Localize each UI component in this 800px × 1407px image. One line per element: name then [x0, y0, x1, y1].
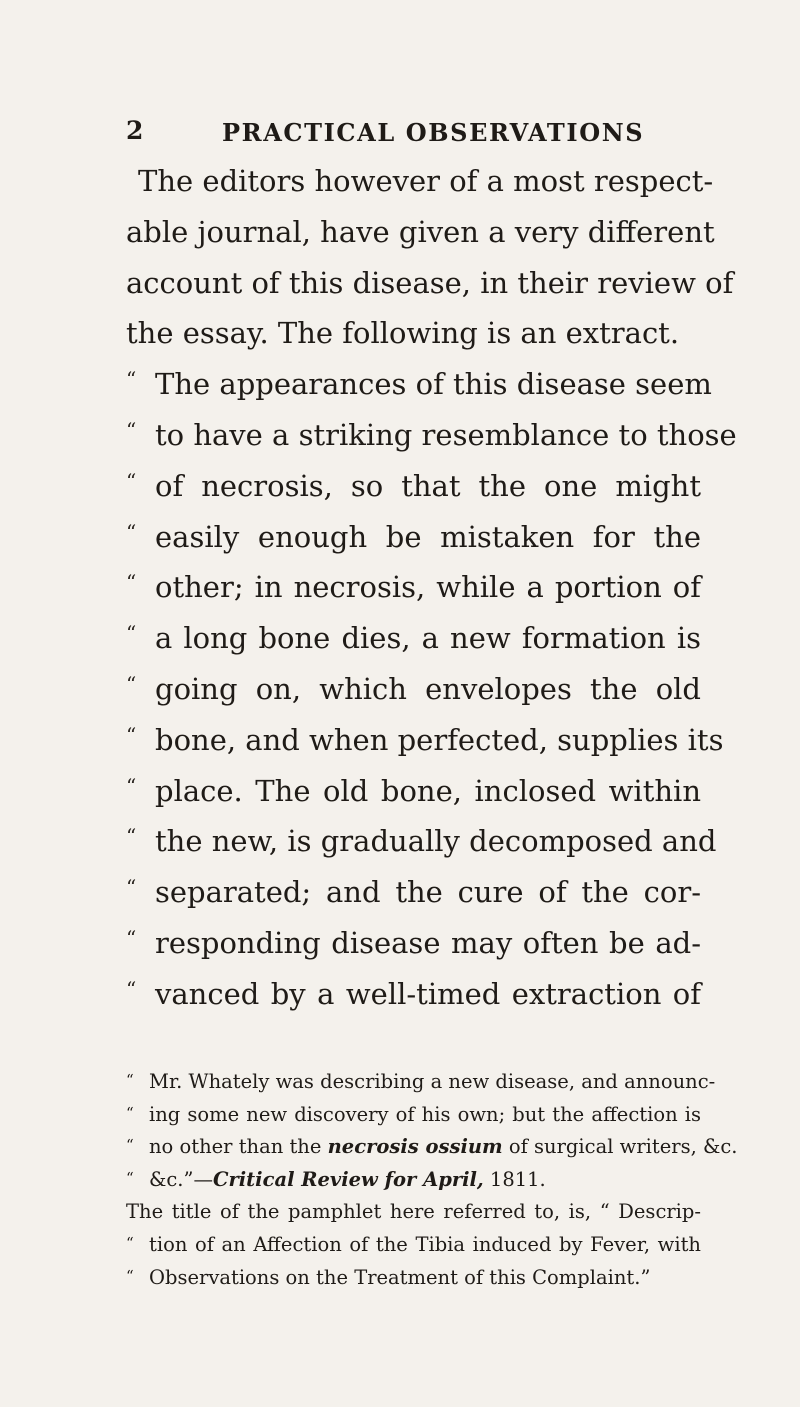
- quote-text: going on, which envelopes the old: [155, 671, 701, 706]
- quote-mark: “: [126, 1266, 134, 1285]
- footnote-text: Observations on the Treatment of this Complaint.”: [149, 1265, 651, 1289]
- footnote-line: [126, 1196, 701, 1229]
- text-line: The editors however of a most respect-: [138, 164, 714, 198]
- quote-line: [126, 410, 737, 461]
- quote-mark: “: [126, 1136, 134, 1155]
- footnote-text: Mr. Whately was describing a new disease, and announc-: [149, 1070, 716, 1093]
- quote-text: of necrosis, so that the one might: [155, 468, 701, 503]
- quote-text: a long bone dies, a new formation is: [155, 621, 701, 656]
- quote-line: [126, 715, 724, 766]
- quote-line: [126, 867, 701, 918]
- footnote-line: [126, 1099, 701, 1132]
- quote-mark: “: [126, 519, 137, 544]
- quote-text: vanced by a well-timed extraction of: [155, 976, 701, 1011]
- quote-text: easily enough be mistaken for the: [155, 519, 701, 554]
- page-header: [0, 116, 800, 150]
- text-line: able journal, have given a very different: [126, 214, 715, 249]
- text-line: account of this disease, in their review of: [126, 265, 734, 300]
- footnote-line: [126, 1066, 716, 1099]
- quote-mark: “: [126, 925, 137, 950]
- footnote-text: The title of the pamphlet here referred to, is, “ Descrip-: [126, 1200, 701, 1224]
- footnote-line: [126, 1262, 701, 1295]
- quote-line: [126, 512, 701, 563]
- quote-text: separated; and the cure of the cor-: [155, 875, 701, 910]
- footnote-text-part: &c.”—: [149, 1167, 213, 1191]
- quote-mark: “: [126, 722, 137, 747]
- quote-text: place. The old bone, inclosed within: [155, 773, 701, 808]
- quote-text: other; in necrosis, while a portion of: [155, 570, 701, 605]
- running-head: PRACTICAL OBSERVATIONS: [222, 118, 645, 147]
- quote-line: [126, 918, 701, 969]
- quote-mark: “: [126, 875, 137, 900]
- quote-mark: “: [126, 824, 137, 849]
- quote-mark: “: [126, 468, 137, 493]
- footnote-text: [149, 1131, 738, 1164]
- quote-line: [126, 664, 701, 715]
- quote-mark: “: [126, 1071, 134, 1089]
- quote-mark: “: [126, 1168, 134, 1187]
- quote-mark: “: [126, 570, 137, 595]
- quote-line: [126, 461, 701, 512]
- quote-text: The appearances of this disease seem: [155, 367, 712, 402]
- footnote-text: ing some new discovery of his own; but the affection is: [149, 1102, 701, 1126]
- footnote-text: [149, 1164, 701, 1197]
- page-number: 2: [126, 116, 144, 145]
- footnote-text-part: 1811.: [483, 1167, 546, 1191]
- footnote-emphasis: necrosis ossium: [327, 1135, 503, 1159]
- quote-text: responding disease may often be ad-: [155, 925, 701, 960]
- quote-line: [126, 613, 701, 664]
- quote-mark: “: [126, 671, 137, 696]
- quote-mark: “: [126, 1233, 134, 1252]
- quote-text: to have a striking resemblance to those: [155, 417, 737, 452]
- footnote-citation: Critical Review for April,: [212, 1167, 484, 1191]
- quote-mark: “: [126, 773, 137, 798]
- footnote-line: [126, 1131, 738, 1164]
- quote-line: [126, 562, 701, 613]
- footnote-text: tion of an Affection of the Tibia induced by Fever, with: [149, 1232, 701, 1256]
- footnote-line: [126, 1164, 701, 1197]
- quote-mark: “: [126, 417, 137, 442]
- quote-line: [126, 816, 717, 867]
- quote-line: [126, 766, 701, 817]
- footnote: [126, 1066, 738, 1294]
- quote-text: bone, and when perfected, supplies its: [155, 722, 724, 757]
- quote-mark: “: [126, 1103, 134, 1122]
- footnote-line: [126, 1229, 701, 1262]
- quote-line: [126, 969, 701, 1020]
- quote-mark: “: [126, 621, 137, 646]
- body-text: [126, 156, 737, 1020]
- footnote-text-part: of surgical writers, &c.: [502, 1135, 738, 1159]
- quote-line: [126, 359, 712, 410]
- quote-mark: “: [126, 367, 137, 392]
- quote-mark: “: [126, 976, 137, 1001]
- quote-text: the new, is gradually decomposed and: [155, 824, 717, 859]
- footnote-text-part: no other than the: [149, 1135, 328, 1159]
- text-line: the essay. The following is an extract.: [126, 316, 680, 351]
